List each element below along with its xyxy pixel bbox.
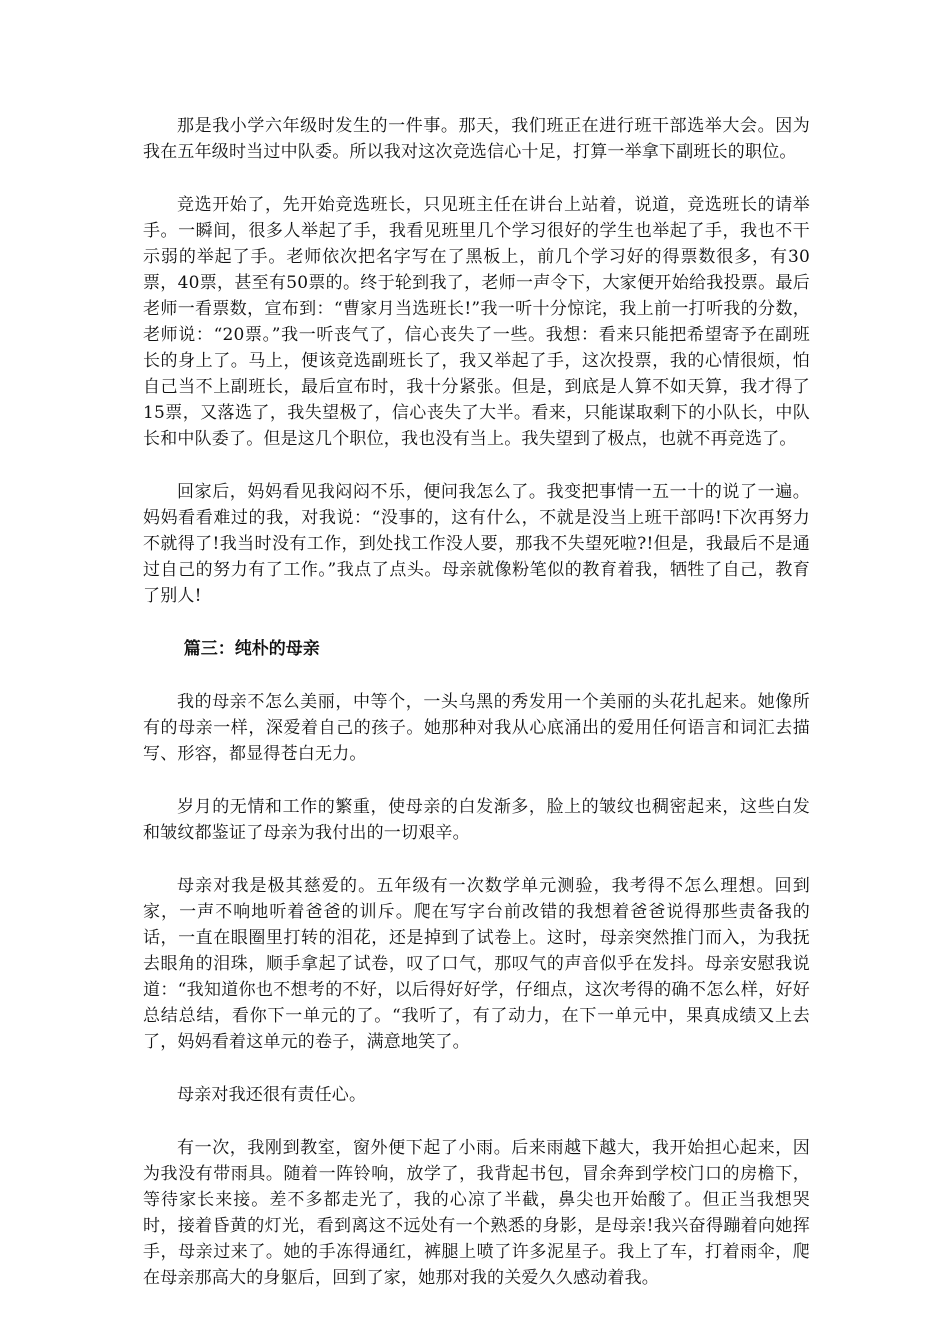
paragraph-election-vote: 竞选开始了，先开始竞选班长，只见班主任在讲台上站着，说道，竞选班长的请举手。一瞬间，很多人举起了手，我看见班里几个学习很好的学生也举起了手，我也不干示弱的举起了手。老师依次把名字写在了黑板上，前几个学习好的得票数很多，有30票，40票，甚至有50票的。终于轮到我了，老师一声令下，大家便开始给我投票。最后老师一看票数，宣布到：“曹家月当选班长!”我一听十分惊诧，我上前一打听我的分数，老师说：“20票。”我一听丧气了，信心丧失了一些。我想：看来只能把希望寄予在副班长的身上了。马上，便该竞选副班长了，我又举起了手，这次投票，我的心情很烦，怕自己当不上副班长，最后宣布时，我十分紧张。但是，到底是人算不如天算，我才得了15票，又落选了，我失望极了，信心丧失了大半。看来，只能谋取剩下的小队长，中队长和中队委了。但是这几个职位，我也没有当上。我失望到了极点，也就不再竞选了。 <box>143 195 810 449</box>
paragraph-mother-comfort: 回家后，妈妈看见我闷闷不乐，便问我怎么了。我变把事情一五一十的说了一遍。妈妈看看难过的我，对我说：“没事的，这有什么，不就是没当上班干部吗!下次再努力不就得了!我当时没有工作，到处找工作没人要，那我不失望死啦?!但是，我最后不是通过自己的努力有了工作。”我点了点头。母亲就像粉笔似的教育着我，牺牲了自己，教育了别人! <box>143 482 810 606</box>
paragraph-math-test: 母亲对我是极其慈爱的。五年级有一次数学单元测验，我考得不怎么理想。回到家，一声不响地听着爸爸的训斥。爬在写字台前改错的我想着爸爸说得那些责备我的话，一直在眼圈里打转的泪花，还是掉到了试卷上。这时，母亲突然推门而入，为我抚去眼角的泪珠，顺手拿起了试卷，叹了口气，那叹气的声音似乎在发抖。母亲安慰我说道：“我知道你也不想考的不好，以后得好好学，仔细点，这次考得的确不怎么样，好好总结总结，看你下一单元的了。“我听了，有了动力，在下一单元中，果真成绩又上去了，妈妈看着这单元的卷子，满意地笑了。 <box>143 876 810 1052</box>
paragraph-responsibility: 母亲对我还很有责任心。 <box>177 1085 367 1105</box>
paragraph-mother-description: 我的母亲不怎么美丽，中等个，一头乌黑的秀发用一个美丽的头花扎起来。她像所有的母亲一样，深爱着自己的孩子。她那种对我从心底涌出的爱用任何语言和词汇去描写、形容，都显得苍白无力。 <box>143 692 810 764</box>
paragraph-mother-years: 岁月的无情和工作的繁重，使母亲的白发渐多，脸上的皱纹也稠密起来，这些白发和皱纹都鉴证了母亲为我付出的一切艰辛。 <box>143 797 810 843</box>
section-heading: 篇三：纯朴的母亲 <box>183 639 320 659</box>
paragraph-rain-story: 有一次，我刚到教室，窗外便下起了小雨。后来雨越下越大，我开始担心起来，因为我没有带雨具。随着一阵铃响，放学了，我背起书包，冒余奔到学校门口的房檐下，等待家长来接。差不多都走光了，我的心凉了半截，鼻尖也开始酸了。但正当我想哭时，接着昏黄的灯光，看到离这不远处有一个熟悉的身影，是母亲!我兴奋得蹦着向她挥手，母亲过来了。她的手冻得通红，裤腿上喷了许多泥星子。我上了车，打着雨伞，爬在母亲那高大的身躯后，回到了家，她那对我的关爱久久感动着我。 <box>143 1138 810 1288</box>
paragraph-election-intro: 那是我小学六年级时发生的一件事。那天，我们班正在进行班干部选举大会。因为我在五年级时当过中队委。所以我对这次竞选信心十足，打算一举拿下副班长的职位。 <box>143 116 810 162</box>
document-page <box>143 113 810 1318</box>
